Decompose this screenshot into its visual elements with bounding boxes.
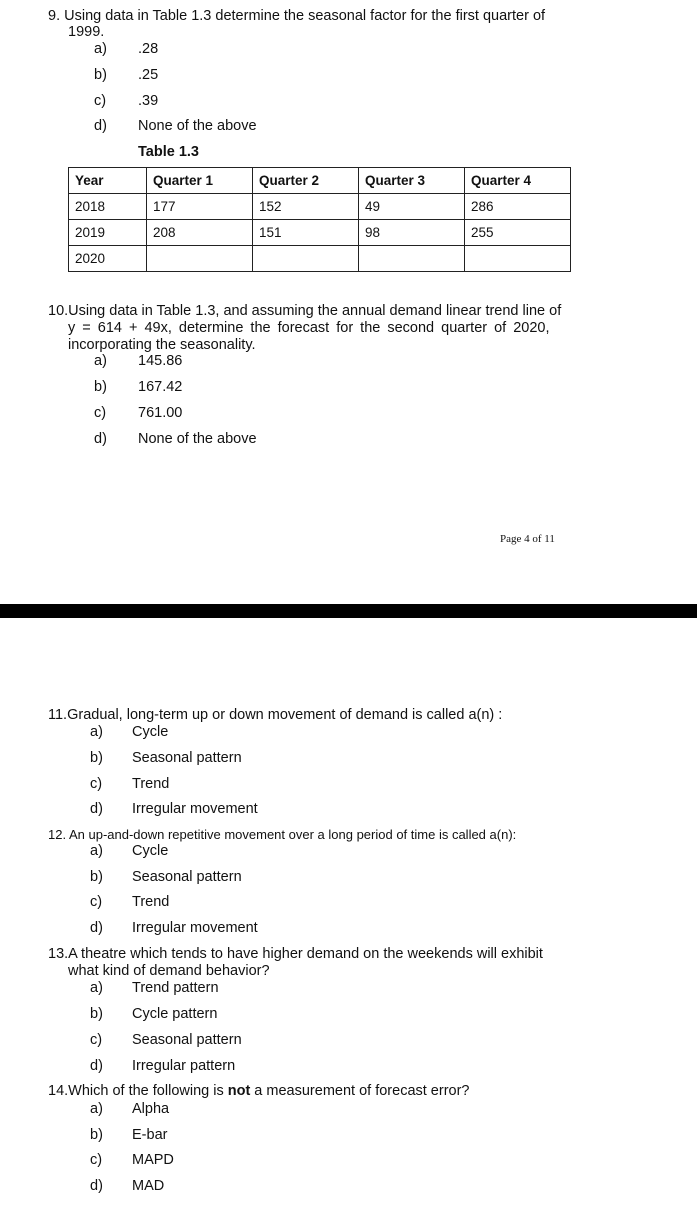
q12-option-d-letter: d) — [90, 920, 103, 936]
q14-option-c-letter: c) — [90, 1152, 103, 1168]
q11-stem: 11.Gradual, long-term up or down movement of demand is called a(n) : — [48, 707, 503, 723]
table-cell: 49 — [359, 194, 465, 220]
q11-option-c-text: Trend — [132, 776, 170, 792]
q14-stem-suffix: a measurement of forecast error? — [250, 1083, 470, 1099]
q13-option-c-text: Seasonal pattern — [132, 1032, 242, 1048]
q9-stem-line2: 1999. — [68, 24, 105, 40]
q11-option-b-text: Seasonal pattern — [132, 750, 242, 766]
q14-option-b-text: E-bar — [132, 1127, 168, 1143]
q12-option-d-text: Irregular movement — [132, 920, 258, 936]
table-header-cell: Year — [69, 168, 147, 194]
q9-option-a-letter: a) — [94, 41, 107, 57]
q13-stem-line2: what kind of demand behavior? — [68, 963, 270, 979]
table-cell: 177 — [147, 194, 253, 220]
q14-option-a-letter: a) — [90, 1101, 103, 1117]
table-row — [69, 220, 571, 246]
q14-stem-prefix: 14.Which of the following is — [48, 1083, 228, 1099]
q13-option-c-letter: c) — [90, 1032, 103, 1048]
page-number: Page 4 of 11 — [500, 533, 555, 545]
q10-option-b-letter: b) — [94, 379, 107, 395]
q10-option-b-text: 167.42 — [138, 379, 183, 395]
q12-option-b-letter: b) — [90, 869, 103, 885]
q10-stem-line3: incorporating the seasonality. — [68, 337, 256, 353]
q10-option-d-text: None of the above — [138, 431, 257, 447]
q9-option-d-letter: d) — [94, 118, 107, 134]
page-4 — [0, 0, 667, 604]
q14-stem — [48, 1083, 470, 1100]
q10-option-d-letter: d) — [94, 431, 107, 447]
q11-option-c-letter: c) — [90, 776, 103, 792]
table-cell: 255 — [465, 220, 571, 246]
table-cell: 2019 — [69, 220, 147, 246]
table-cell: 2020 — [69, 246, 147, 272]
q12-option-a-text: Cycle — [132, 843, 169, 859]
q12-option-c-letter: c) — [90, 894, 103, 910]
table-cell — [359, 246, 465, 272]
table-cell: 152 — [253, 194, 359, 220]
q11-option-b-letter: b) — [90, 750, 103, 766]
page-separator — [0, 604, 697, 618]
table-row — [69, 194, 571, 220]
q12-option-a-letter: a) — [90, 843, 103, 859]
q13-option-d-text: Irregular pattern — [132, 1058, 236, 1074]
table-header-cell: Quarter 1 — [147, 168, 253, 194]
q12-option-c-text: Trend — [132, 894, 170, 910]
table-header-cell: Quarter 4 — [465, 168, 571, 194]
q9-option-d-text: None of the above — [138, 118, 257, 134]
q10-stem-line1: 10.Using data in Table 1.3, and assuming the annual demand linear trend line of — [48, 303, 562, 319]
q14-option-a-text: Alpha — [132, 1101, 170, 1117]
q14-option-d-text: MAD — [132, 1178, 165, 1194]
table-caption: Table 1.3 — [138, 144, 199, 160]
q9-stem-line1: 9. Using data in Table 1.3 determine the seasonal factor for the first quarter of — [48, 8, 546, 24]
q9-option-b-letter: b) — [94, 67, 107, 83]
q13-option-a-letter: a) — [90, 980, 103, 996]
q9-option-b-text: .25 — [138, 67, 159, 83]
table-cell — [253, 246, 359, 272]
table-header-cell: Quarter 3 — [359, 168, 465, 194]
q12-stem: 12. An up-and-down repetitive movement over a long period of time is called a(n): — [48, 827, 517, 842]
q9-option-a-text: .28 — [138, 41, 159, 57]
page-edge — [667, 0, 697, 604]
q14-option-b-letter: b) — [90, 1127, 103, 1143]
q11-option-d-text: Irregular movement — [132, 801, 258, 817]
q13-stem-line1: 13.A theatre which tends to have higher demand on the weekends will exhibit — [48, 946, 543, 962]
q11-option-a-letter: a) — [90, 724, 103, 740]
q10-option-a-text: 145.86 — [138, 353, 183, 369]
q10-option-a-letter: a) — [94, 353, 107, 369]
q13-option-b-letter: b) — [90, 1006, 103, 1022]
q9-option-c-text: .39 — [138, 93, 159, 109]
q12-option-b-text: Seasonal pattern — [132, 869, 242, 885]
table-cell: 98 — [359, 220, 465, 246]
table-cell — [147, 246, 253, 272]
table-cell: 208 — [147, 220, 253, 246]
q14-stem-emphasis: not — [227, 1083, 251, 1099]
table-row — [69, 246, 571, 272]
table-cell: 286 — [465, 194, 571, 220]
q11-option-a-text: Cycle — [132, 724, 169, 740]
table-header-row — [69, 168, 571, 194]
table-cell: 151 — [253, 220, 359, 246]
q14-option-c-text: MAPD — [132, 1152, 174, 1168]
q9-option-c-letter: c) — [94, 93, 107, 109]
q14-option-d-letter: d) — [90, 1178, 103, 1194]
table-1-3 — [68, 167, 571, 272]
q13-option-b-text: Cycle pattern — [132, 1006, 218, 1022]
table-header-cell: Quarter 2 — [253, 168, 359, 194]
table-cell: 2018 — [69, 194, 147, 220]
q10-option-c-letter: c) — [94, 405, 107, 421]
table-cell — [465, 246, 571, 272]
q13-option-a-text: Trend pattern — [132, 980, 219, 996]
q13-option-d-letter: d) — [90, 1058, 103, 1074]
q10-option-c-text: 761.00 — [138, 405, 183, 421]
q10-stem-line2: y = 614 + 49x, determine the forecast for the second quarter of 2020, — [68, 320, 550, 336]
q11-option-d-letter: d) — [90, 801, 103, 817]
